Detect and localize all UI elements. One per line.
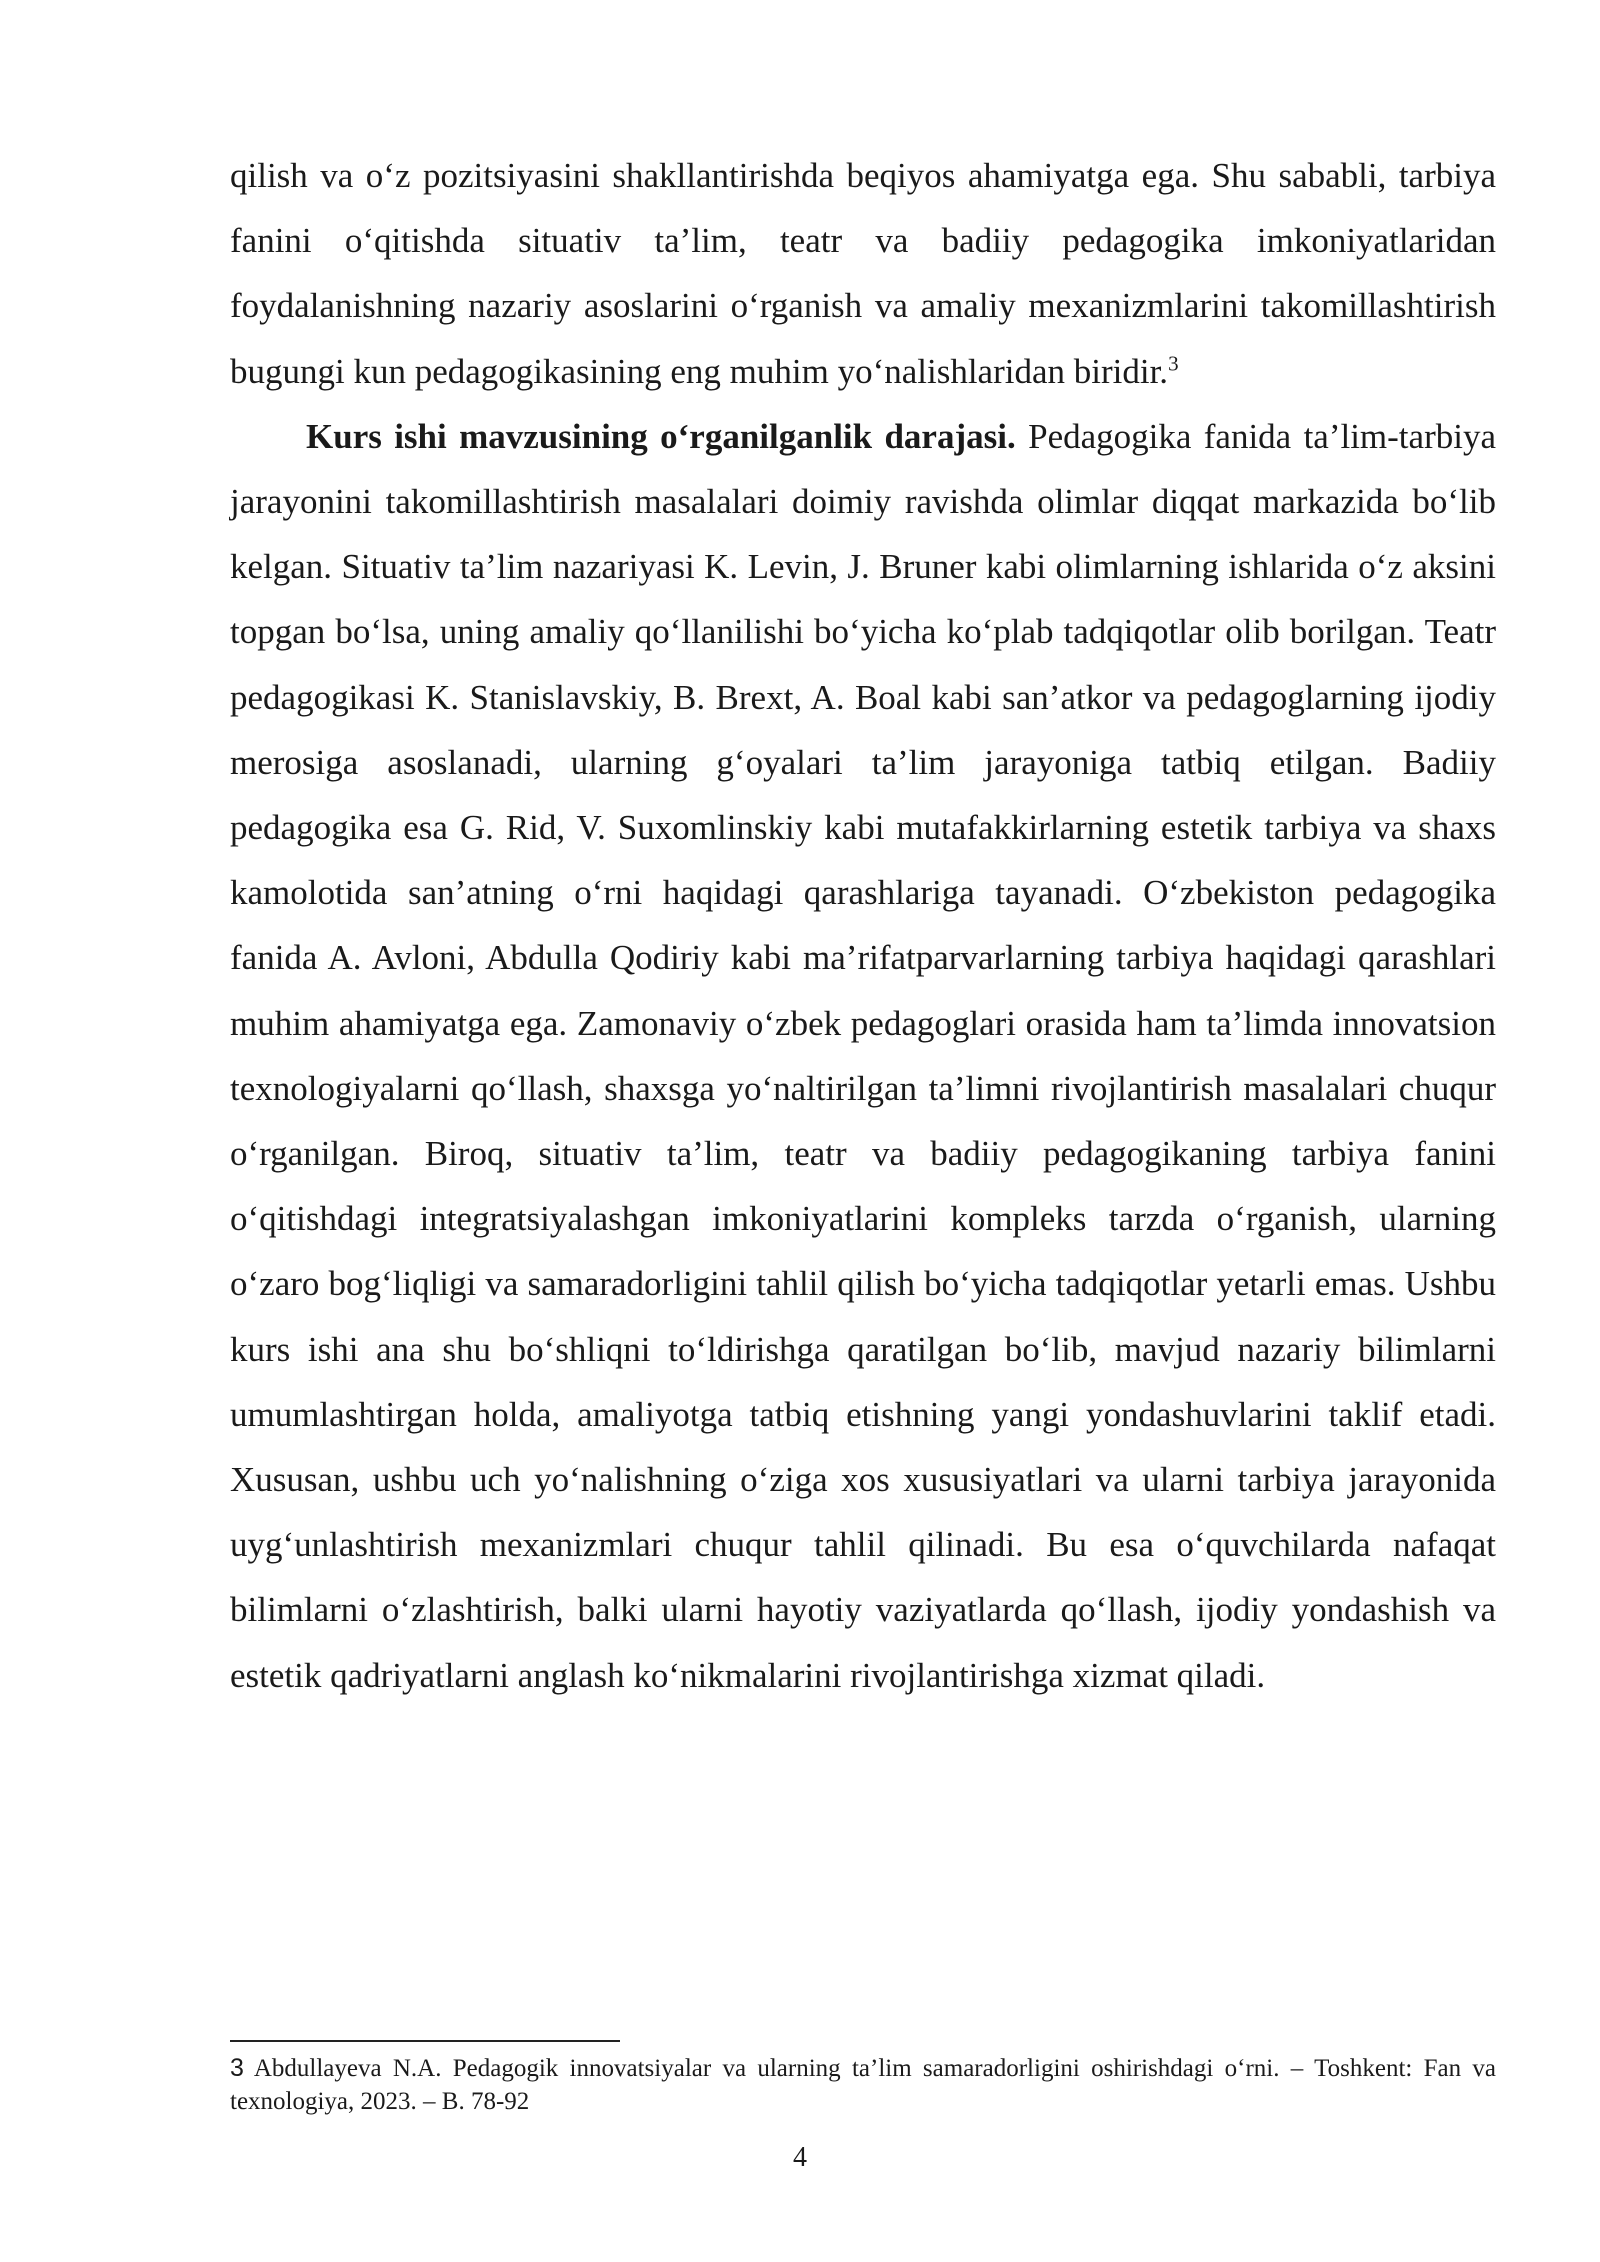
paragraph-text: Pedagogika fanida ta’lim-tarbiya jarayonini takomillashtirish masalalari doimiy ravishda olimlar diqqat markazida bo‘lib kelgan. Situativ ta’lim nazariyasi K. Levin, J. Bruner kabi olimlarning ishlarida o‘z aksini topgan bo‘lsa, uning amaliy qo‘llanilishi bo‘yicha ko‘plab tadqiqotlar olib borilgan. Teatr pedagogikasi K. Stanislavskiy, B. Brext, A. Boal kabi san’atkor va pedagoglarning ijodiy merosiga asoslanadi, ularning g‘oyalari ta’lim jarayoniga tatbiq etilgan. Badiiy pedagogika esa G. Rid, V. Suxomlinskiy kabi mutafakkirlarning estetik tarbiya va shaxs kamolotida san’atning o‘rni haqidagi qarashlariga tayanadi. O‘zbekiston pedagogika fanida A. Avloni, Abdulla Qodiriy kabi ma’rifatparvarlarning tarbiya haqidagi qarashlari muhim ahamiyatga ega. Zamonaviy o‘zbek pedagoglari orasida ham ta’limda innovatsion texnologiyalarni qo‘llash, shaxsga yo‘naltirilgan ta’limni rivojlantirish masalalari chuqur o‘rganilgan. Biroq, situativ ta’lim, teatr va badiiy pedagogikaning tarbiya fanini o‘qitishdagi integratsiyalashgan imkoniyatlarini kompleks tarzda o‘rganish, ularning o‘zaro bog‘liqligi va samaradorligini tahlil qilish bo‘yicha tadqiqotlar yetarli emas. Ushbu kurs ishi ana shu bo‘shliqni to‘ldirishga qaratilgan bo‘lib, mavjud nazariy bilimlarni umumlashtirgan holda, amaliyotga tatbiq etishning yangi yondashuvlarini taklif etadi. Xususan, ushbu uch yo‘nalishning o‘ziga xos xususiyatlari va ularni tarbiya jarayonida uyg‘unlashtirish mexanizmlari chuqur tahlil qilinadi. Bu esa o‘quvchilarda nafaqat bilimlarni o‘zlashtirish, balki ularni hayotiy vaziyatlarda qo‘llash, ijodiy yondashish va estetik qadriyatlarni anglash ko‘nikmalarini rivojlantirishga xizmat qiladi. <box>230 416 1496 1695</box>
footnote-number: 3 <box>230 2054 244 2082</box>
footnote-text: Abdullayeva N.A. Pedagogik innovatsiyalar va ularning ta’lim samaradorligini oshirishdagi o‘rni. – Toshkent: Fan va texnologiya, 2023. – B. 78-92 <box>230 2055 1496 2115</box>
section-heading: Kurs ishi mavzusining o‘rganilganlik darajasi. <box>306 416 1016 456</box>
paragraph-research-level <box>230 404 1496 1708</box>
footnote-divider <box>230 2040 620 2042</box>
page-number: 4 <box>793 2142 807 2173</box>
paragraph-continued <box>230 143 1496 404</box>
paragraph-text: qilish va o‘z pozitsiyasini shakllantirishda beqiyos ahamiyatga ega. Shu sababli, tarbiya fanini o‘qitishda situativ ta’lim, teatr va badiiy pedagogika imkoniyatlaridan foydalanishning nazariy asoslarini o‘rganish va amaliy mexanizmlarini takomillashtirish bugungi kun pedagogikasining eng muhim yo‘nalishlaridan biridir. <box>230 156 1496 391</box>
footnote-reference[interactable]: 3 <box>1168 350 1179 375</box>
footnote <box>230 2052 1496 2118</box>
body-text <box>230 143 1496 1708</box>
